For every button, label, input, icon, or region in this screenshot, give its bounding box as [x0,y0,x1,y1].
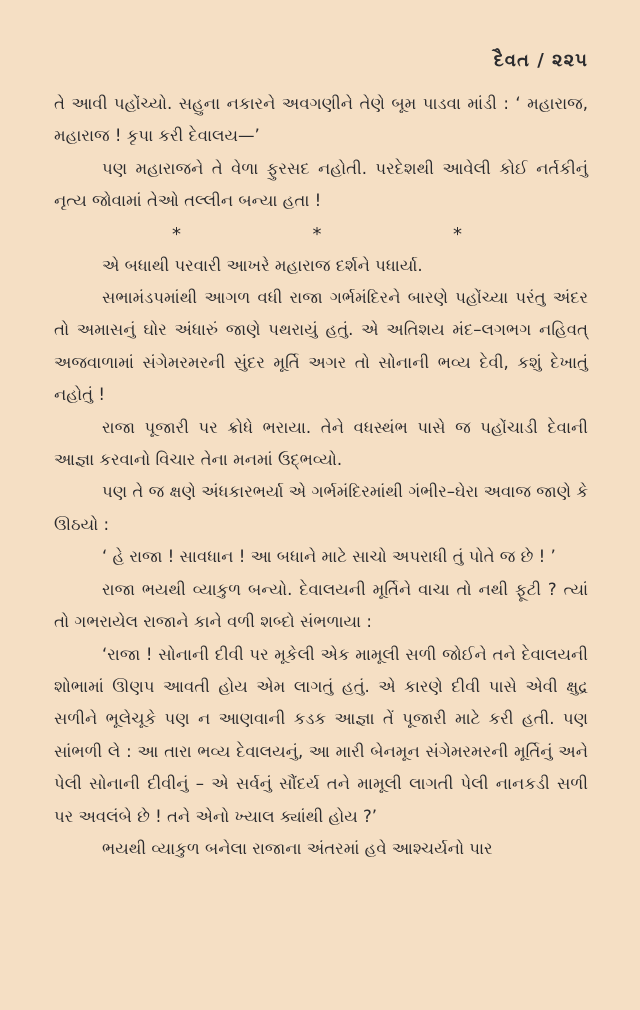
separator-asterisk: * [453,223,462,245]
paragraph: સભામંડપમાંથી આગળ વધી રાજા ગર્ભમંદિરને બારણે પહોંચ્યા પરંતુ અંદર તો અમાસનું ઘોર અંધારું જાણે પથરાયું હતું. એ અતિશય મંદ–લગભગ નહિવત્ અજવાળામાં સંગેમરમરની સુંદર મૂર્તિ અગર તો સોનાની ભવ્ય દેવી, કશું દેખાતું નહોતું ! [54,288,588,405]
paragraph: તે આવી પહોંચ્યો. સહુના નકારને અવગણીને તેણે બૂમ પાડવા માંડી : ‘ મહારાજ, મહારાજ ! કૃપા કરી દેવાલય—’ [54,94,588,146]
paragraph: ‘રાજા ! સોનાની દીવી પર મૂકેલી એક મામૂલી સળી જોઈને તને દેવાલયની શોભામાં ઊણપ આવતી હોય એમ લાગતું હતું. એ કારણે દીવી પાસે એવી ક્ષુદ્ર સળીને ભૂલેચૂકે પણ ન આણવાની કડક આજ્ઞા તેં પૂજારી માટે કરી હતી. પણ સાંભળી લે : આ તારા ભવ્ય દેવાલયનું, આ મારી બેનમૂન સંગેમરમરની મૂર્તિનું અને પેલી સોનાની દીવીનું – એ સર્વનું સૌંદર્ય તને મામૂલી લાગતી પેલી નાનકડી સળી પર અવલંબે છે ! તને એનો ખ્યાલ ક્યાંથી હોય ?’ [54,644,588,826]
body-text [54,88,588,865]
paragraph: એ બધાથી પરવારી આખરે મહારાજ દર્શને પધાર્યા. [102,255,423,275]
paragraph: ‘ હે રાજા ! સાવધાન ! આ બધાને માટે સાચો અપરાધી તું પોતે જ છે ! ’ [102,547,556,567]
paragraph: રાજા ભયથી વ્યાકુળ બન્યો. દેવાલયની મૂર્તિને વાચા તો નથી ફૂટી ? ત્યાં તો ગભરાયેલ રાજાને કાને વળી શબ્દો સંભળાયા : [54,579,588,632]
paragraph: રાજા પૂજારી પર ક્રોધે ભરાયા. તેને વધસ્થંભ પાસે જ પહોંચાડી દેવાની આજ્ઞા કરવાનો વિચાર તેના મનમાં ઉદ્ભવ્યો. [54,417,588,470]
separator-asterisk: * [172,223,181,245]
running-head: દૈવત / ૨૨૫ [493,50,588,71]
section-separator [172,220,462,250]
paragraph: ભયથી વ્યાકુળ બનેલા રાજાના અંતરમાં હવે આશ્ચર્યનો પાર [102,838,493,858]
paragraph: પણ તે જ ક્ષણે અંધકારભર્યા એ ગર્ભમંદિરમાંથી ગંભીર–ઘેરા અવાજ જાણે કે ઊઠયો : [54,482,588,534]
separator-asterisk: * [312,223,322,245]
paragraph: પણ મહારાજને તે વેળા ફુરસદ નહોતી. પરદેશથી આવેલી કોઈ નર્તકીનું નૃત્ય જોવામાં તેઓ તલ્લીન બન્યા હતા ! [54,158,588,211]
